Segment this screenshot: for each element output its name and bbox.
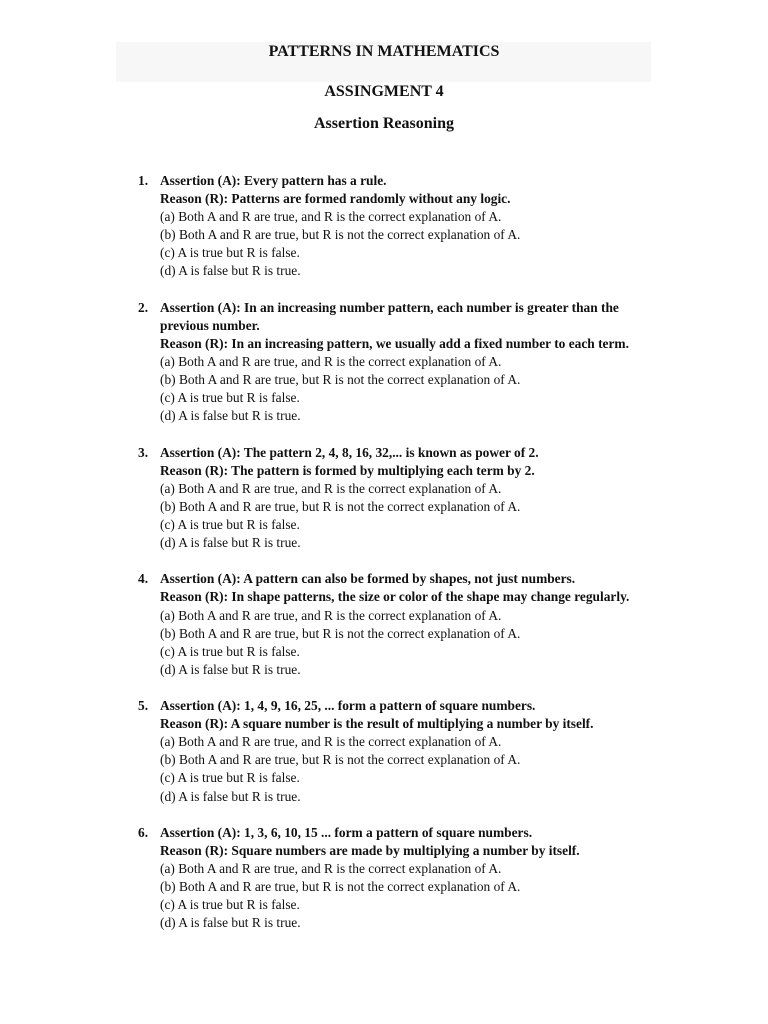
option-d: (d) A is false but R is true.	[160, 788, 301, 804]
assertion-text: Assertion (A): 1, 4, 9, 16, 25, ... form a pattern of square numbers.	[160, 698, 536, 714]
option-b: (b) Both A and R are true, but R is not the correct explanation of A.	[160, 372, 521, 388]
option-d: (d) A is false but R is true.	[160, 915, 301, 931]
option-c: (c) A is true but R is false.	[160, 245, 300, 261]
assertion-text: Assertion (A): In an increasing number pattern, each number is greater than the previous number.	[160, 299, 619, 333]
assertion-text: Assertion (A): Every pattern has a rule.	[160, 173, 387, 188]
question-number: 1.	[138, 173, 149, 188]
option-c: (c) A is true but R is false.	[160, 390, 300, 406]
option-d: (d) A is false but R is true.	[160, 535, 301, 551]
option-b: (b) Both A and R are true, but R is not the correct explanation of A.	[160, 498, 521, 514]
assertion-text: Assertion (A): A pattern can also be formed by shapes, not just numbers.	[160, 571, 576, 587]
question-number: 3.	[138, 444, 149, 460]
option-b: (b) Both A and R are true, but R is not the correct explanation of A.	[160, 227, 521, 243]
question-number: 4.	[138, 571, 149, 587]
option-d: (d) A is false but R is true.	[160, 263, 301, 279]
question-number: 5.	[138, 698, 149, 714]
question-6	[138, 824, 650, 933]
option-a: (a) Both A and R are true, and R is the correct explanation of A.	[160, 607, 502, 623]
document-title: PATTERNS IN MATHEMATICS	[268, 43, 500, 60]
assertion-text: Assertion (A): The pattern 2, 4, 8, 16, 32,... is known as power of 2.	[160, 444, 539, 460]
option-a: (a) Both A and R are true, and R is the correct explanation of A.	[160, 354, 502, 370]
option-a: (a) Both A and R are true, and R is the correct explanation of A.	[160, 209, 502, 225]
reason-text: Reason (R): In shape patterns, the size or color of the shape may change regularly.	[160, 589, 630, 605]
question-list	[138, 172, 650, 951]
section-subtitle: Assertion Reasoning	[313, 115, 454, 132]
reason-text: Reason (R): In an increasing pattern, we usually add a fixed number to each term.	[160, 335, 629, 351]
option-c: (c) A is true but R is false.	[160, 516, 300, 532]
option-b: (b) Both A and R are true, but R is not the correct explanation of A.	[160, 879, 521, 895]
option-a: (a) Both A and R are true, and R is the correct explanation of A.	[160, 480, 502, 496]
question-1	[138, 172, 650, 281]
reason-text: Reason (R): The pattern is formed by multiplying each term by 2.	[160, 462, 535, 478]
option-a: (a) Both A and R are true, and R is the correct explanation of A.	[160, 861, 502, 877]
option-c: (c) A is true but R is false.	[160, 770, 300, 786]
question-2	[138, 299, 650, 426]
reason-text: Reason (R): Square numbers are made by multiplying a number by itself.	[160, 842, 580, 858]
option-b: (b) Both A and R are true, but R is not the correct explanation of A.	[160, 625, 521, 641]
option-b: (b) Both A and R are true, but R is not the correct explanation of A.	[160, 752, 521, 768]
question-number: 6.	[138, 824, 149, 840]
option-c: (c) A is true but R is false.	[160, 897, 300, 913]
option-a: (a) Both A and R are true, and R is the correct explanation of A.	[160, 734, 502, 750]
assignment-heading: ASSINGMENT 4	[324, 83, 444, 100]
question-number: 2.	[138, 299, 149, 315]
question-4	[138, 570, 650, 679]
reason-text: Reason (R): A square number is the result of multiplying a number by itself.	[160, 716, 594, 732]
assertion-text: Assertion (A): 1, 3, 6, 10, 15 ... form a pattern of square numbers.	[160, 824, 533, 840]
reason-text: Reason (R): Patterns are formed randomly without any logic.	[160, 191, 511, 207]
option-c: (c) A is true but R is false.	[160, 643, 300, 659]
question-3	[138, 444, 650, 553]
option-d: (d) A is false but R is true.	[160, 661, 301, 677]
option-d: (d) A is false but R is true.	[160, 408, 301, 424]
question-5	[138, 697, 650, 806]
